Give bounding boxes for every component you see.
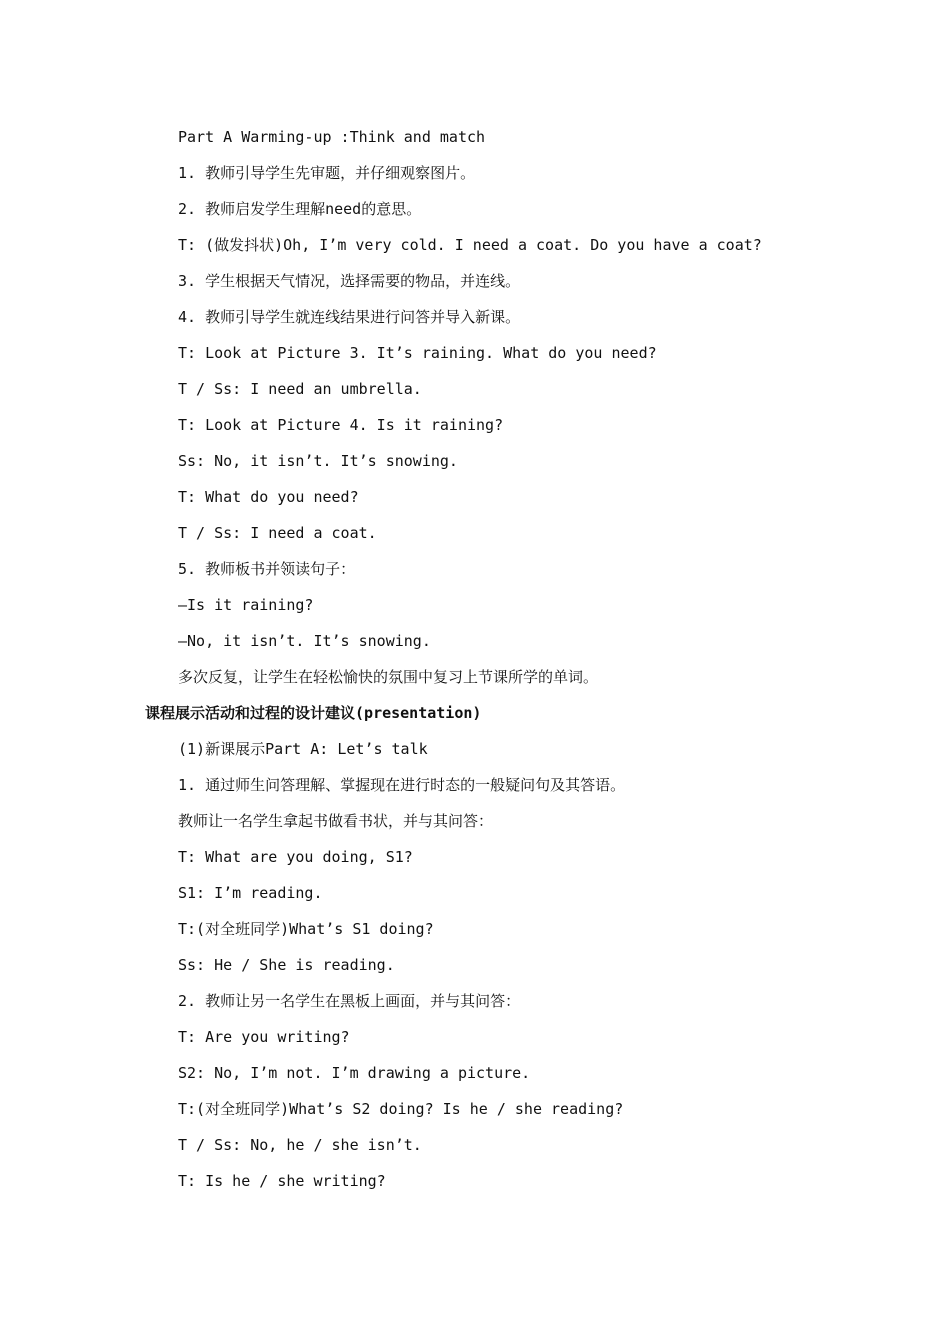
text-line: T: Are you writing? <box>178 1028 350 1046</box>
text-line: S1: I’m reading. <box>178 884 323 902</box>
text-line: 2. 教师启发学生理解need的意思。 <box>178 200 422 218</box>
text-line: 1. 教师引导学生先审题，并仔细观察图片。 <box>178 164 476 182</box>
text-line: T: Is he / she writing? <box>178 1172 386 1190</box>
text-line: —Is it raining? <box>178 596 314 614</box>
text-line: T:(对全班同学)What’s S2 doing? Is he / she reading? <box>178 1100 624 1118</box>
text-line: T / Ss: I need a coat. <box>178 524 377 542</box>
text-line: T: Look at Picture 4. Is it raining? <box>178 416 504 434</box>
text-line: T: Look at Picture 3. It’s raining. What do you need? <box>178 344 657 362</box>
text-line: T / Ss: No, he / she isn’t. <box>178 1136 422 1154</box>
text-line: 3. 学生根据天气情况，选择需要的物品，并连线。 <box>178 272 521 290</box>
text-line: 2. 教师让另一名学生在黑板上画面，并与其问答： <box>178 992 521 1010</box>
section-heading: 课程展示活动和过程的设计建议(presentation) <box>145 704 482 722</box>
text-line: T:(对全班同学)What’s S1 doing? <box>178 920 434 938</box>
text-line: 多次反复，让学生在轻松愉快的氛围中复习上节课所学的单词。 <box>178 668 599 686</box>
text-line: T: What do you need? <box>178 488 359 506</box>
text-line: 4. 教师引导学生就连线结果进行问答并导入新课。 <box>178 308 521 326</box>
text-line: Ss: He / She is reading. <box>178 956 395 974</box>
text-line: Part A Warming-up :Think and match <box>178 128 486 146</box>
text-line: 5. 教师板书并领读句子： <box>178 560 356 578</box>
text-line: 教师让一名学生拿起书做看书状，并与其问答： <box>178 812 494 830</box>
text-line: —No, it isn’t. It’s snowing. <box>178 632 431 650</box>
text-line: 1. 通过师生问答理解、掌握现在进行时态的一般疑问句及其答语。 <box>178 776 626 794</box>
text-line: T / Ss: I need an umbrella. <box>178 380 422 398</box>
text-line: (1)新课展示Part A: Let’s talk <box>178 740 428 758</box>
text-line: T: (做发抖状)Oh, I’m very cold. I need a coat. Do you have a coat? <box>178 236 762 254</box>
text-line: S2: No, I’m not. I’m drawing a picture. <box>178 1064 531 1082</box>
text-line: Ss: No, it isn’t. It’s snowing. <box>178 452 458 470</box>
text-line: T: What are you doing, S1? <box>178 848 413 866</box>
